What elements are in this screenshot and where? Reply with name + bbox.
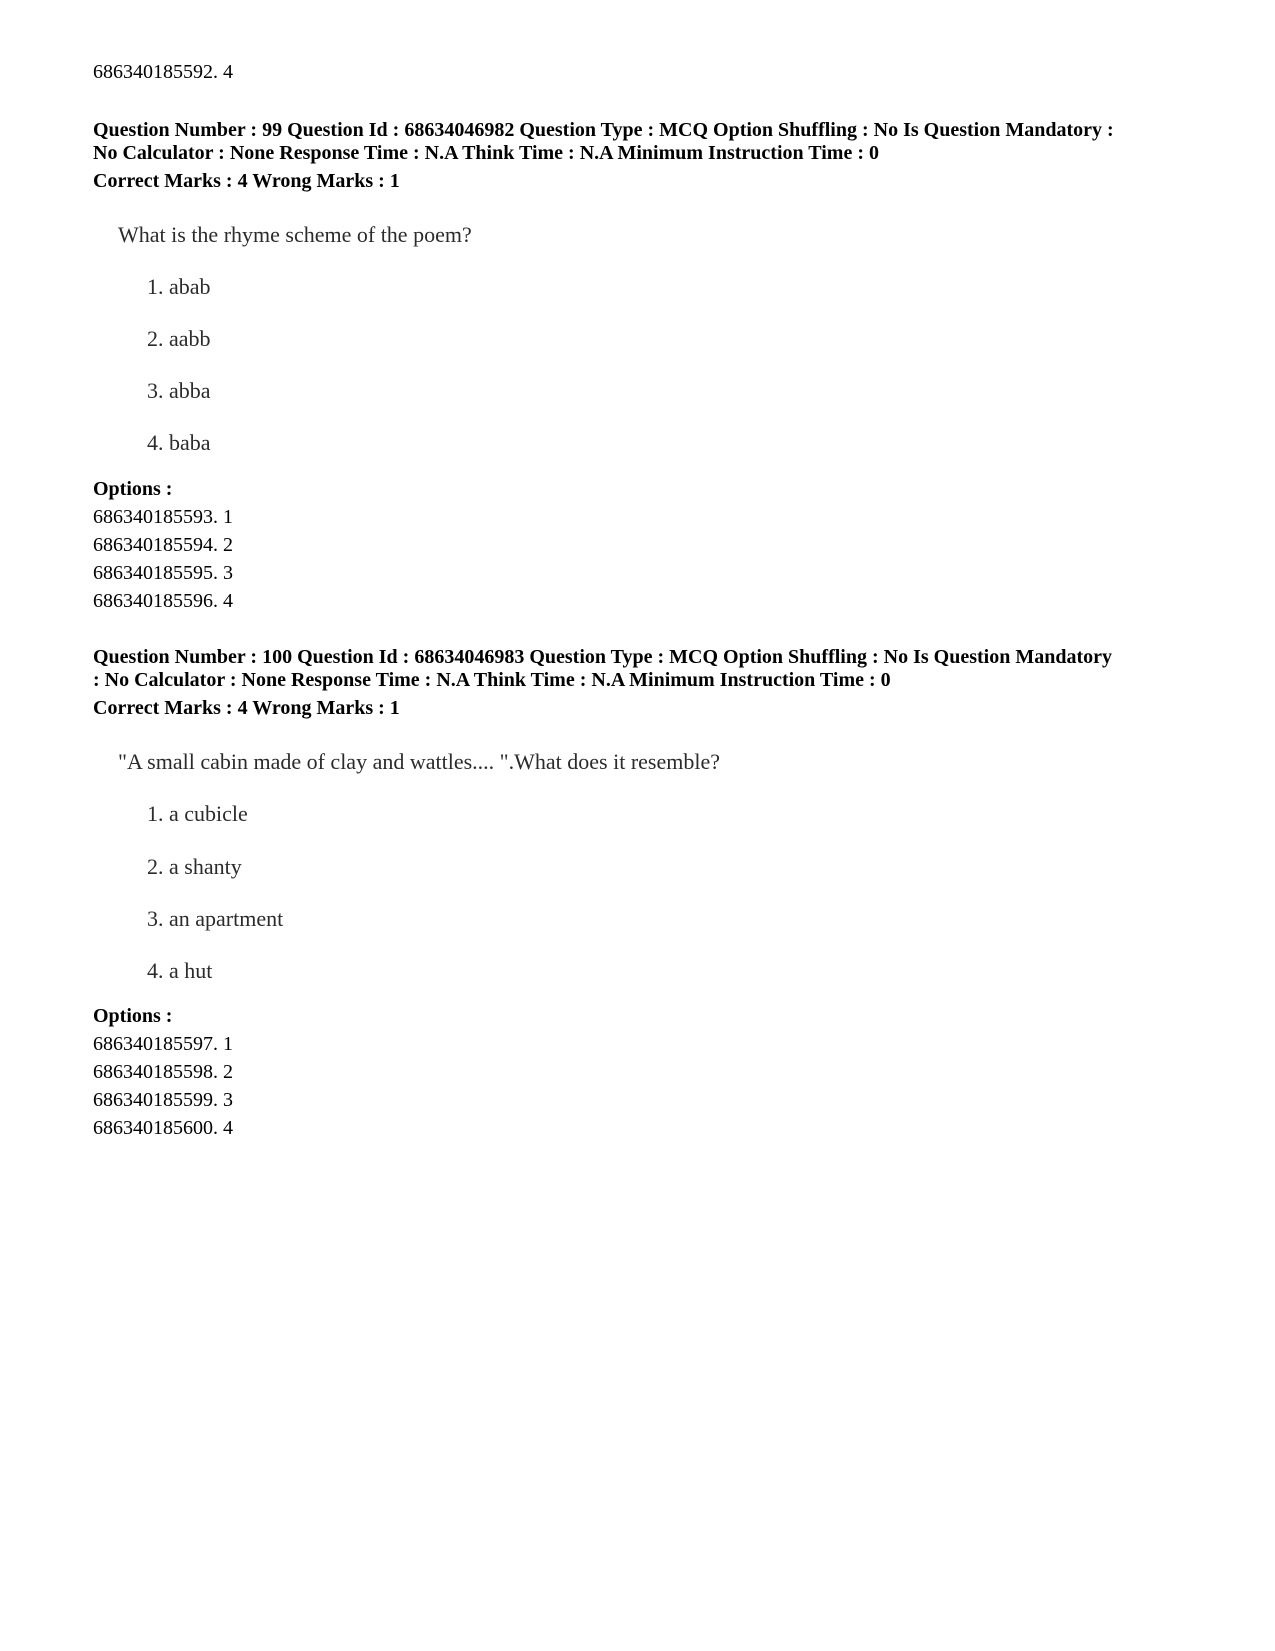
previous-option-line: 686340185592. 4 — [93, 61, 233, 83]
option-id-line: 686340185593. 1 — [93, 506, 233, 528]
question-header-line1: Question Number : 99 Question Id : 68634046982 Question Type : MCQ Option Shuffling : No Is Question Mandatory : — [93, 119, 1114, 141]
question-choice: 3. abba — [147, 378, 211, 403]
question-choice: 2. a shanty — [147, 854, 242, 879]
question-header-line1: Question Number : 100 Question Id : 68634046983 Question Type : MCQ Option Shuffling : No Is Question Mandatory — [93, 646, 1112, 668]
question-header-line2: No Calculator : None Response Time : N.A Think Time : N.A Minimum Instruction Time : 0 — [93, 142, 879, 164]
option-id-line: 686340185594. 2 — [93, 534, 233, 556]
question-choice: 2. aabb — [147, 326, 211, 351]
option-id-line: 686340185595. 3 — [93, 562, 233, 584]
options-label: Options : — [93, 1005, 173, 1027]
question-stem: "A small cabin made of clay and wattles.... ".What does it resemble? — [118, 749, 720, 774]
question-choice: 4. baba — [147, 430, 211, 455]
option-id-line: 686340185600. 4 — [93, 1117, 233, 1139]
question-marks: Correct Marks : 4 Wrong Marks : 1 — [93, 697, 400, 719]
question-choice: 1. abab — [147, 274, 211, 299]
question-marks: Correct Marks : 4 Wrong Marks : 1 — [93, 170, 400, 192]
question-header-line2: : No Calculator : None Response Time : N.A Think Time : N.A Minimum Instruction Time : 0 — [93, 669, 891, 691]
question-choice: 1. a cubicle — [147, 801, 248, 826]
question-stem: What is the rhyme scheme of the poem? — [118, 222, 472, 247]
question-choice: 3. an apartment — [147, 906, 284, 931]
option-id-line: 686340185599. 3 — [93, 1089, 233, 1111]
options-label: Options : — [93, 478, 173, 500]
question-choice: 4. a hut — [147, 958, 213, 983]
option-id-line: 686340185596. 4 — [93, 590, 233, 612]
option-id-line: 686340185598. 2 — [93, 1061, 233, 1083]
option-id-line: 686340185597. 1 — [93, 1033, 233, 1055]
